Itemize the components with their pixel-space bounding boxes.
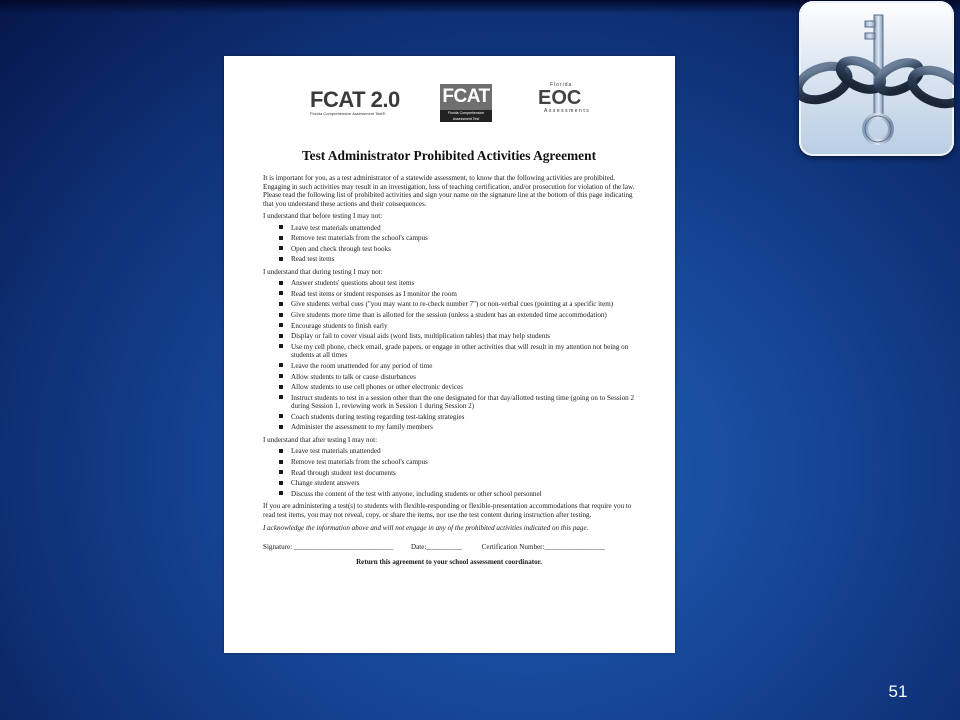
bullet-square-icon bbox=[279, 481, 283, 485]
bullet-square-icon bbox=[279, 385, 283, 389]
prohibited-activities-agreement-document bbox=[224, 56, 675, 653]
list-item: Administer the assessment to my family members bbox=[279, 423, 635, 432]
list-item: Change student answers bbox=[279, 479, 635, 488]
certification-number-line: Certification Number:_________________ bbox=[481, 542, 605, 551]
bullet-square-icon bbox=[279, 460, 283, 464]
bullet-square-icon bbox=[279, 313, 283, 317]
section-heading-after: I understand that after testing I may not: bbox=[263, 435, 378, 444]
return-instruction: Return this agreement to your school assessment coordinator. bbox=[356, 558, 542, 567]
list-before-testing bbox=[263, 224, 635, 264]
list-item: Allow students to use cell phones or other electronic devices bbox=[279, 383, 635, 392]
section-heading-during: I understand that during testing I may not: bbox=[263, 267, 383, 276]
acknowledgement-statement: I acknowledge the information above and will not engage in any of the prohibited activities indicated on this page. bbox=[263, 524, 589, 533]
document-title: Test Administrator Prohibited Activities Agreement bbox=[301, 148, 597, 163]
eoc-logo: Florida EOC Assessments bbox=[538, 82, 591, 114]
list-item: Open and check through test books bbox=[279, 245, 635, 254]
bullet-square-icon bbox=[279, 414, 283, 418]
bullet-square-icon bbox=[279, 395, 283, 399]
assessment-logos bbox=[263, 56, 635, 148]
intro-paragraph: It is important for you, as a test administrator of a statewide assessment, to know that the following activities are prohibited. Engaging in such activities may result in an investigation, loss of teaching certification, and/or prosecution for violation of the law. Please read the following list of prohibited activities and sign your name on the signature line at the bottom of this page indicating that you understand these actions and their consequences. bbox=[263, 174, 635, 208]
list-item: Answer students' questions about test items bbox=[279, 279, 635, 288]
list-item: Discuss the content of the test with anyone, including students or other school personnel bbox=[279, 490, 635, 499]
slide-number: 51 bbox=[888, 682, 908, 701]
section-heading-before: I understand that before testing I may not: bbox=[263, 212, 383, 220]
bullet-square-icon bbox=[279, 425, 283, 429]
list-item: Display or fail to cover visual aids (word lists, multiplication tables) that may help students bbox=[279, 332, 635, 341]
document-body bbox=[263, 174, 635, 567]
bullet-square-icon bbox=[279, 236, 283, 240]
bullet-square-icon bbox=[279, 491, 283, 495]
fcat20-logo: FCAT 2.0 Florida Comprehensive Assessment Test® bbox=[310, 87, 400, 116]
list-after-testing bbox=[263, 447, 635, 498]
bullet-square-icon bbox=[279, 374, 283, 378]
bullet-square-icon bbox=[279, 225, 283, 229]
list-item: Give students more time than is allotted for the session (unless a student has an extended time accommodation) bbox=[279, 311, 635, 320]
bullet-square-icon bbox=[279, 246, 283, 250]
accommodation-note: If you are administering a test(s) to students with flexible-responding or flexible-presentation accommodations that require you to read test items, you may not reveal, copy, or share the items, nor use the test content during instruction after testing. bbox=[263, 502, 632, 519]
list-item: Leave test materials unattended bbox=[279, 224, 635, 233]
list-item: Read through student test documents bbox=[279, 469, 635, 478]
bullet-square-icon bbox=[279, 449, 283, 453]
bullet-square-icon bbox=[279, 281, 283, 285]
chain-key-logo bbox=[799, 1, 954, 156]
bullet-square-icon bbox=[279, 323, 283, 327]
bullet-square-icon bbox=[279, 363, 283, 367]
bullet-square-icon bbox=[279, 334, 283, 338]
list-item: Read test items or student responses as I monitor the room bbox=[279, 290, 635, 299]
list-item: Use my cell phone, check email, grade papers, or engage in other activities that will result in my attention not being on students at all times bbox=[279, 343, 635, 360]
list-item: Coach students during testing regarding test-taking strategies bbox=[279, 413, 635, 422]
list-item: Encourage students to finish early bbox=[279, 322, 635, 331]
list-item: Give students verbal cues ("you may want to re-check number 7") or non-verbal cues (pointing at a specific item) bbox=[279, 300, 635, 309]
bullet-square-icon bbox=[279, 291, 283, 295]
list-item: Allow students to talk or cause disturbances bbox=[279, 373, 635, 382]
bullet-square-icon bbox=[279, 470, 283, 474]
bullet-square-icon bbox=[279, 302, 283, 306]
bullet-square-icon bbox=[279, 257, 283, 261]
list-item: Read test items bbox=[279, 255, 635, 264]
signature-row bbox=[263, 543, 635, 552]
chain-key-icon bbox=[799, 1, 954, 156]
list-item: Remove test materials from the school's campus bbox=[279, 458, 635, 467]
list-during-testing bbox=[263, 279, 635, 432]
date-line: Date:__________ bbox=[411, 542, 462, 551]
list-item: Instruct students to test in a session other than the one designated for that day/allotted testing time (going on to Session 2 during Session 1, reviewing work in Session 1 during Session 2) bbox=[279, 394, 635, 411]
bullet-square-icon bbox=[279, 344, 283, 348]
fcat-logo: FCAT Florida Comprehensive Assessment Test bbox=[440, 84, 492, 120]
list-item: Leave test materials unattended bbox=[279, 447, 635, 456]
signature-line: Signature: ____________________________ bbox=[263, 542, 394, 551]
list-item: Leave the room unattended for any period of time bbox=[279, 362, 635, 371]
list-item: Remove test materials from the school's campus bbox=[279, 234, 635, 243]
